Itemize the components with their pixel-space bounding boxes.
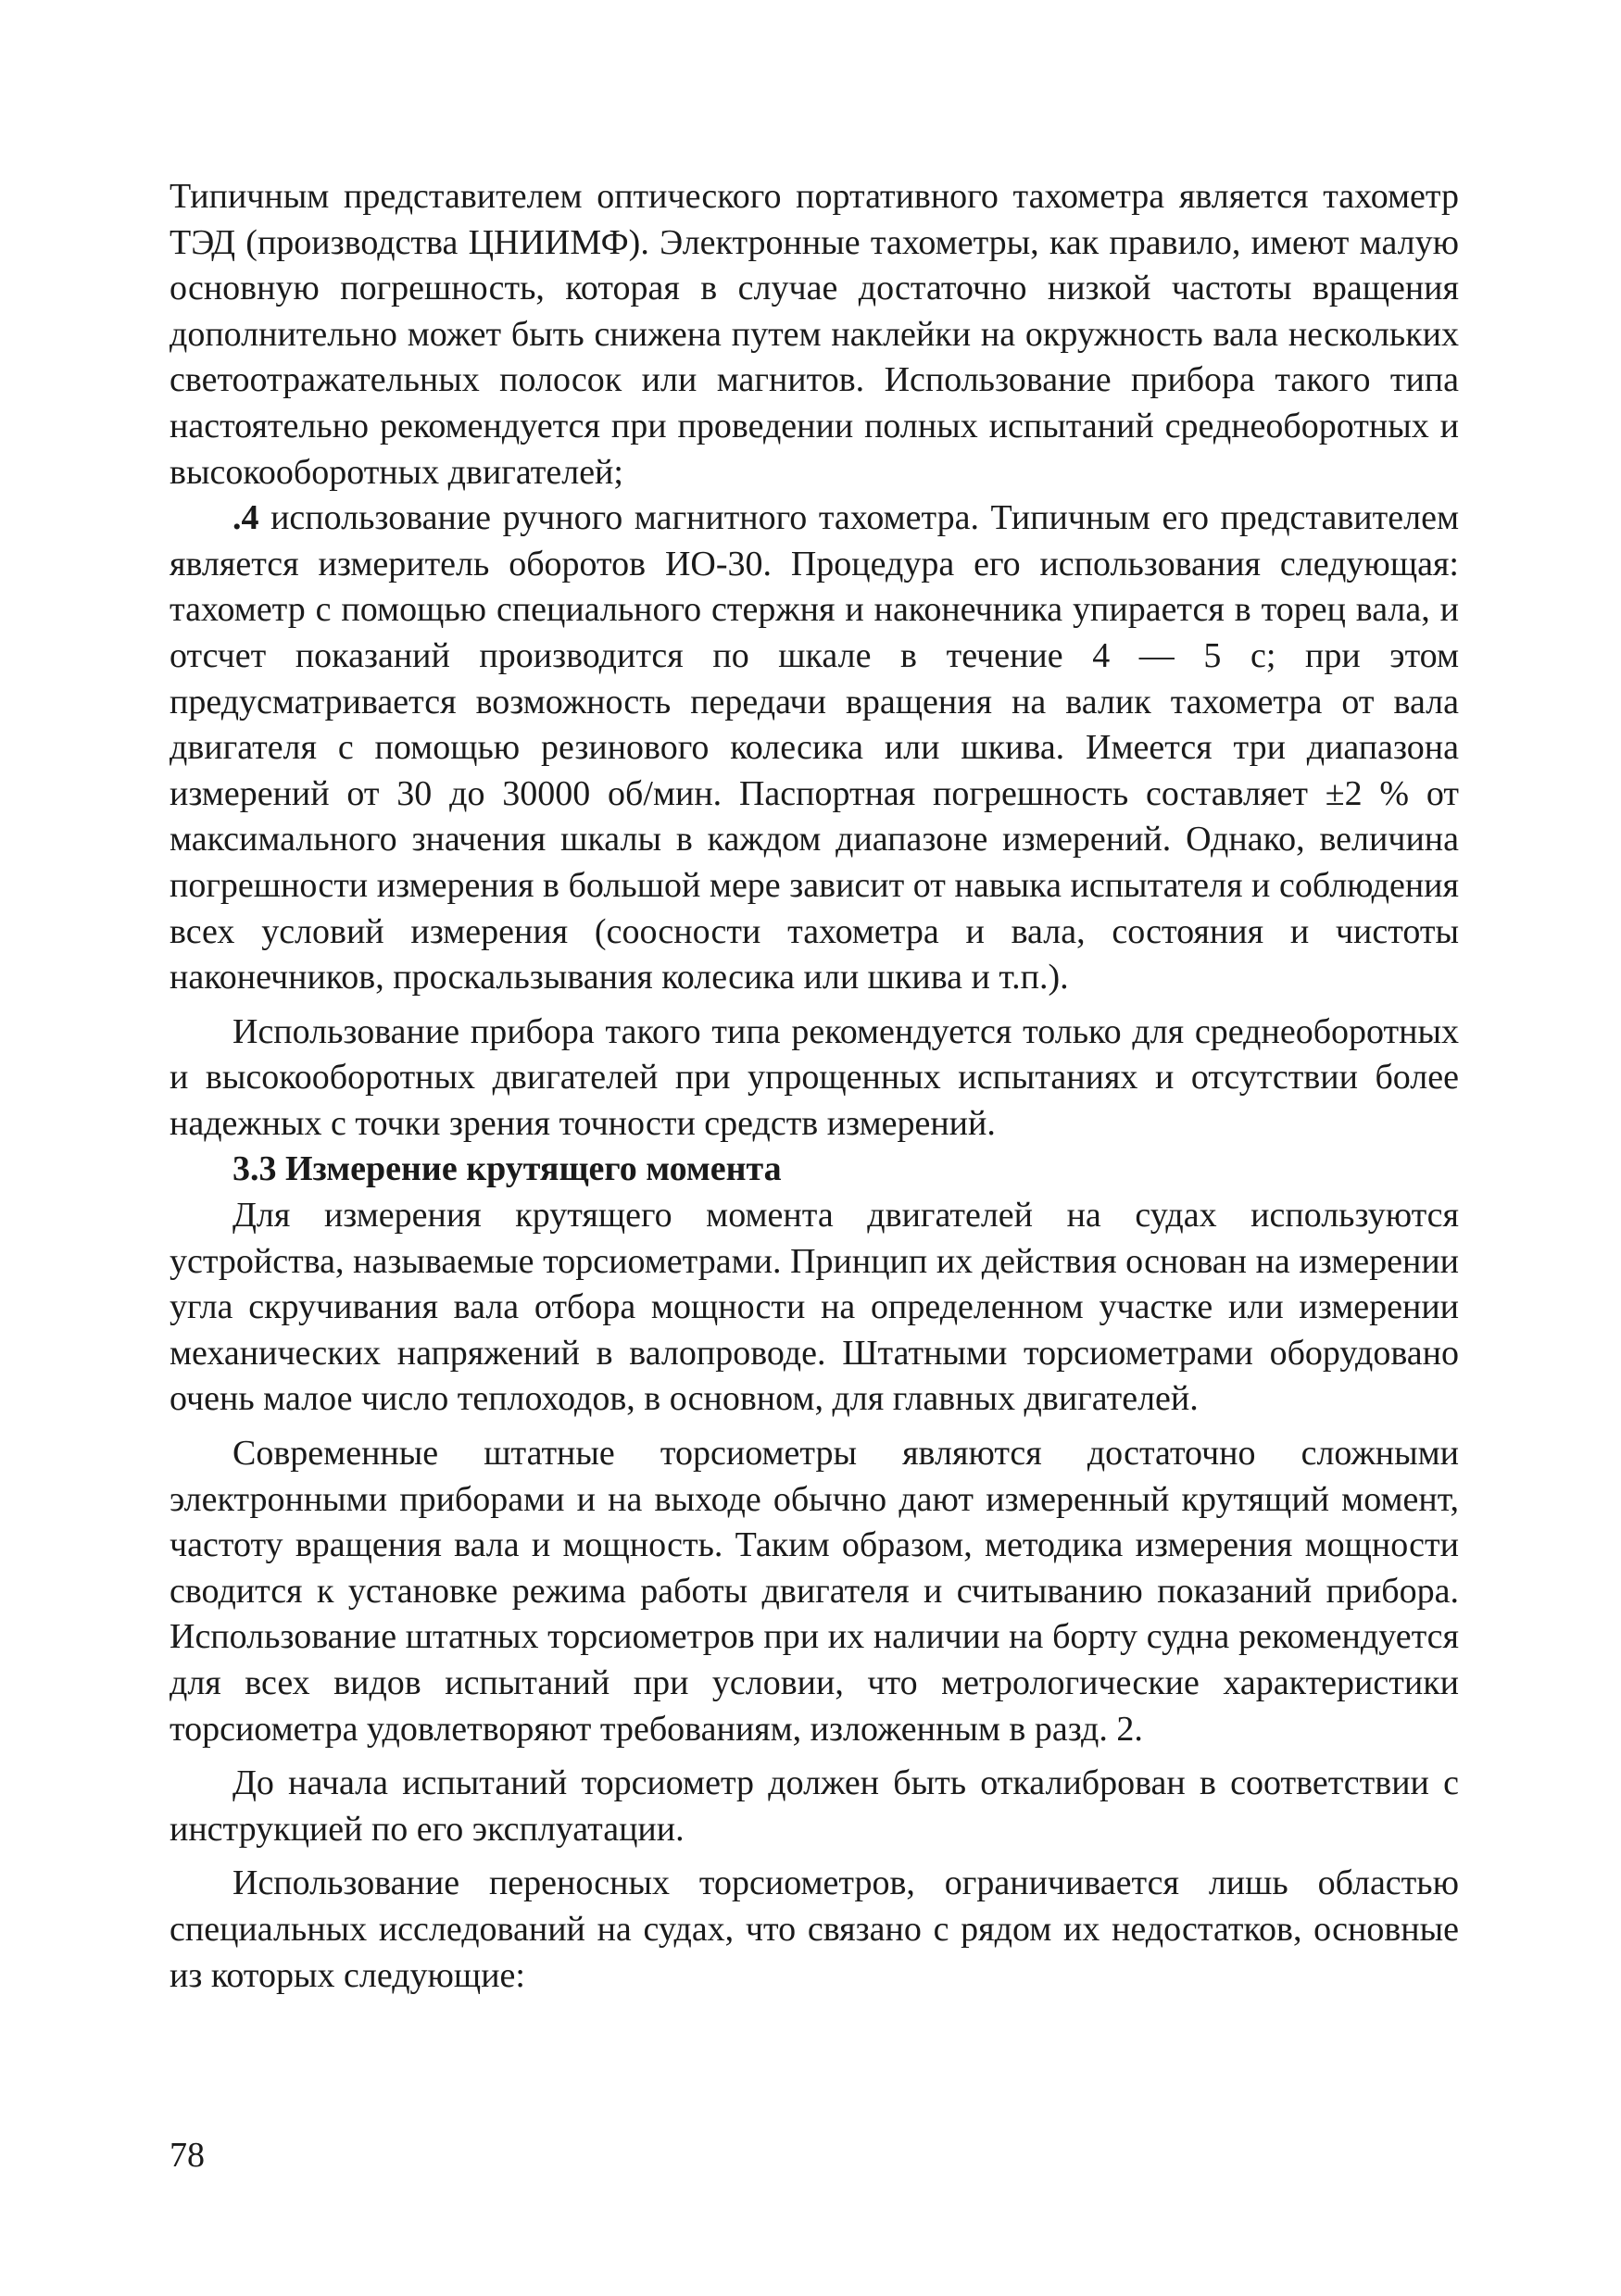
paragraph-magnetic-tachometer — [170, 496, 1459, 1001]
item-number: .4 — [232, 498, 259, 538]
paragraph-torque-measurement: Для измерения крутящего момента двигателей на судах используются устройства, называемые торсиометрами. Принцип их действия основан на измерении угла скручивания вала отбора мощности на определенном участке или измерении механических напряжений в валопроводе. Штатными торсиометрами оборудовано очень малое число теплоходов, в основном, для главных двигателей. — [170, 1196, 1459, 1419]
paragraph-usage-recommendation: Использование прибора такого типа рекомендуется только для среднеоборотных и высокооборотных двигателей при упрощенных испытаниях и отсутствии более надежных с точки зрения точности средств измерений. — [170, 1011, 1459, 1143]
paragraph-portable-torsiometers: Использование переносных торсиометров, ограничивается лишь областью специальных исследований на судах, что связано с рядом их недостатков, основные из которых следующие: — [170, 1863, 1459, 1995]
paragraph-modern-torsiometers: Современные штатные торсиометры являются достаточно сложными электронными приборами и на выходе обычно дают измеренный крутящий момент, частоту вращения вала и мощность. Таким образом, методика измерения мощности сводится к установке режима работы двигателя и считыванию показаний прибора. Использование штатных торсиометров при их наличии на борту судна рекомендуется для всех видов испытаний при условии, что метрологические характеристики торсиометра удовлетворяют требованиям, изложенным в разд. 2. — [170, 1434, 1459, 1749]
item-text: использование ручного магнитного тахометра. Типичным его представителем является измеритель оборотов ИО-30. Процедура его использования следующая: тахометр с помощью специального стержня и наконечника упирается в торец вала, и отсчет показаний производится по шкале в течение 4 — 5 с; при этом предусматривается возможность передачи вращения на валик тахометра от вала двигателя с помощью резинового колесика или шкива. Имеется три диапазона измерений от 30 до 30000 об/мин. Паспортная погрешность составляет ±2 % от максимального значения шкалы в каждом диапазоне измерений. Однако, величина погрешности измерения в большой мере зависит от навыка испытателя и соблюдения всех условий измерения (соосности тахометра и вала, состояния и чистоты наконечников, проскальзывания колесика или шкива и т.п.). — [170, 498, 1459, 997]
section-heading: 3.3 Измерение крутящего момента — [232, 1149, 782, 1189]
body-text — [170, 174, 1459, 1999]
paragraph-calibration: До начала испытаний торсиометр должен быть откалиброван в соответствии с инструкцией по его эксплуатации. — [170, 1763, 1459, 1849]
page-number: 78 — [170, 2136, 205, 2175]
paragraph-optical-tachometer: Типичным представителем оптического портативного тахометра является тахометр ТЭД (производства ЦНИИМФ). Электронные тахометры, как правило, имеют малую основную погрешность, которая в случае достаточно низкой частоты вращения дополнительно может быть снижена путем наклейки на окружность вала нескольких светоотражательных полосок или магнитов. Использование прибора такого типа настоятельно рекомендуется при проведении полных испытаний среднеоборотных и высокооборотных двигателей; — [170, 177, 1459, 492]
